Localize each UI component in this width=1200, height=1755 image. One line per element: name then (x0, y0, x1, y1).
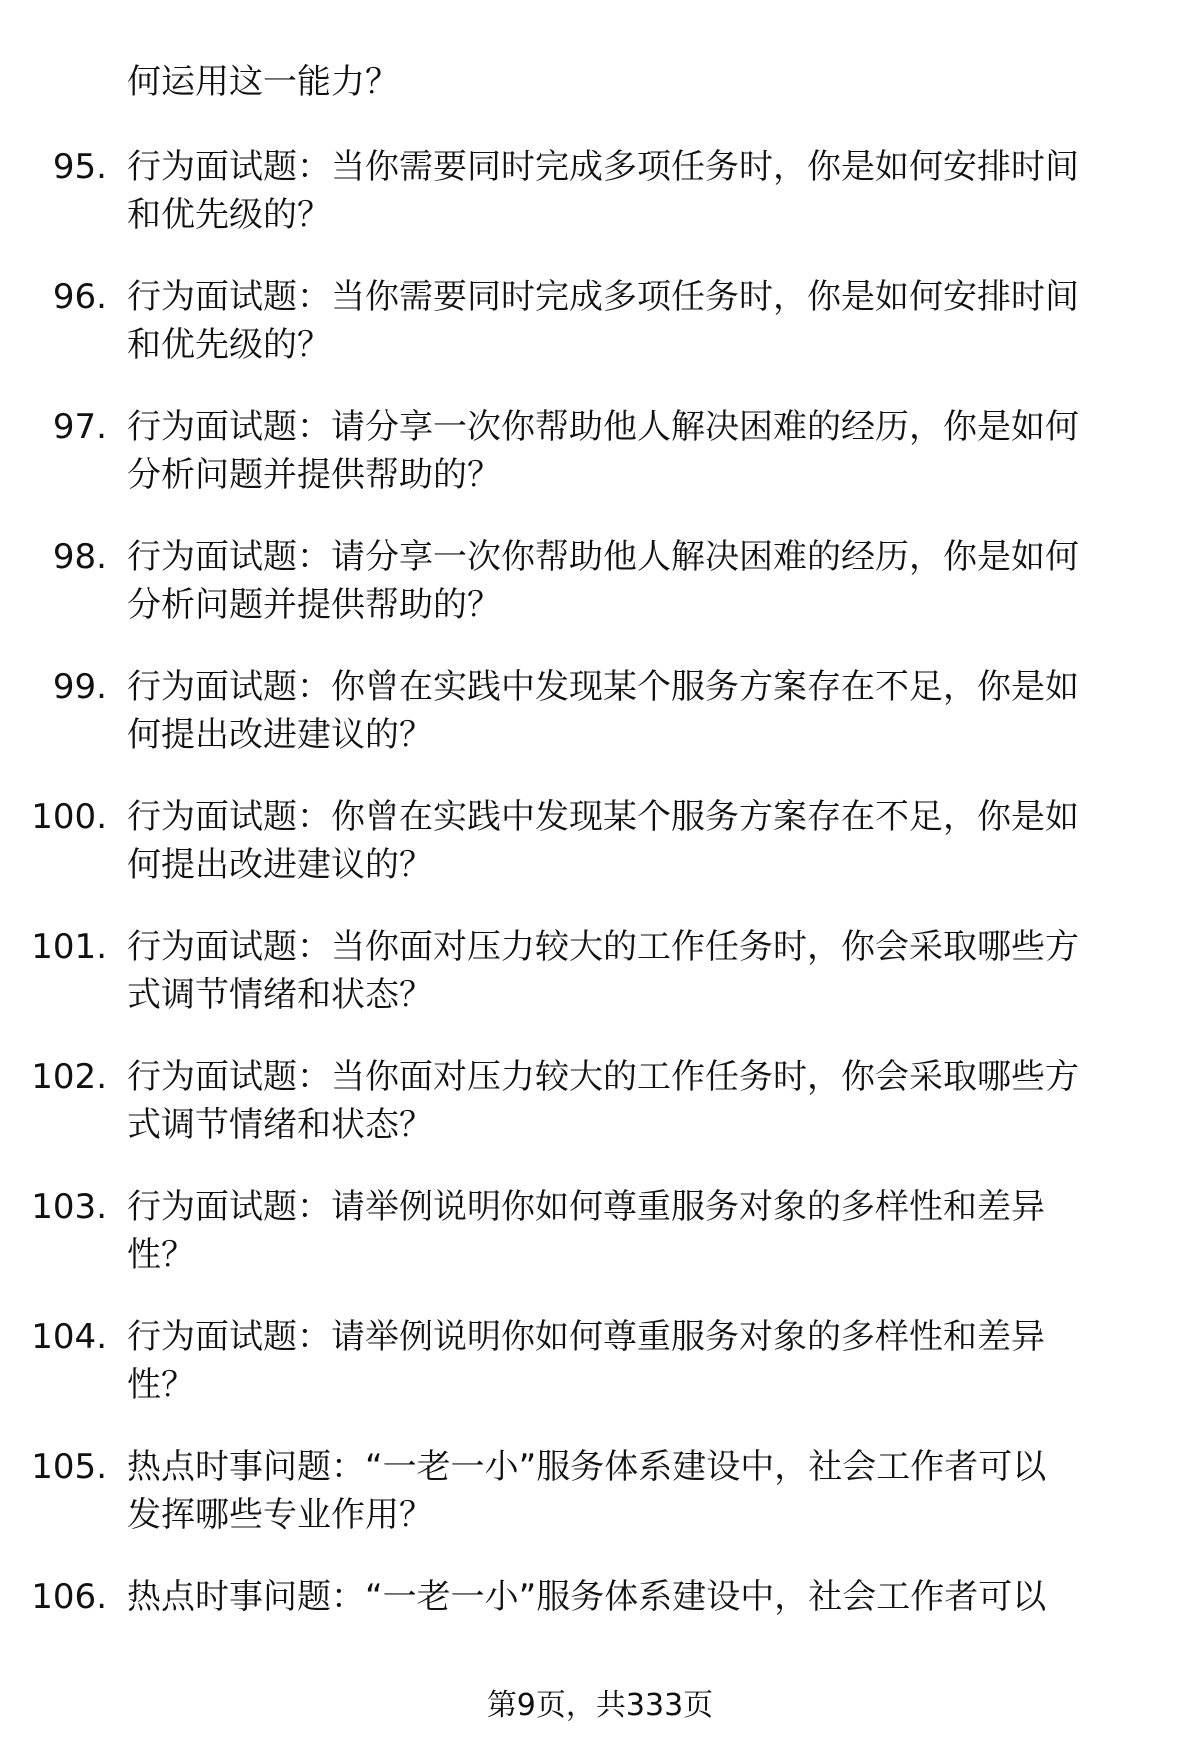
question-list (0, 143, 1200, 1703)
question-text-line: 热点时事问题：“一老一小”服务体系建设中，社会工作者可以 (127, 1447, 1047, 1487)
question-text-line: 式调节情绪和状态？ (127, 1105, 433, 1145)
question-number: 98. (52, 537, 107, 577)
question-item (0, 1443, 1200, 1573)
question-text-line: 行为面试题：请举例说明你如何尊重服务对象的多样性和差异 (127, 1317, 1045, 1357)
question-number: 101. (31, 927, 107, 967)
question-text-line: 性？ (127, 1365, 195, 1405)
question-text-line: 热点时事问题：“一老一小”服务体系建设中，社会工作者可以 (127, 1577, 1047, 1617)
question-item (0, 1053, 1200, 1183)
question-text-line: 何提出改进建议的？ (127, 845, 433, 885)
question-text (127, 793, 1137, 889)
question-text (127, 1313, 1137, 1409)
question-number: 105. (31, 1447, 107, 1487)
question-item (0, 273, 1200, 403)
question-number: 100. (31, 797, 107, 837)
question-text-line: 行为面试题：请分享一次你帮助他人解决困难的经历，你是如何 (127, 407, 1079, 447)
question-text-line: 行为面试题：你曾在实践中发现某个服务方案存在不足，你是如 (127, 797, 1079, 837)
question-number: 97. (52, 407, 107, 447)
question-text-line: 分析问题并提供帮助的？ (127, 585, 501, 625)
question-text-line: 行为面试题：请分享一次你帮助他人解决困难的经历，你是如何 (127, 537, 1079, 577)
question-item (0, 793, 1200, 923)
question-text (127, 403, 1137, 499)
question-text (127, 923, 1137, 1019)
question-number: 99. (52, 667, 107, 707)
question-text-line: 和优先级的？ (127, 195, 331, 235)
question-text-line: 发挥哪些专业作用？ (127, 1495, 433, 1535)
question-item (0, 143, 1200, 273)
question-text (127, 663, 1137, 759)
question-text-line: 行为面试题：当你需要同时完成多项任务时，你是如何安排时间 (127, 277, 1079, 317)
question-text (127, 143, 1137, 239)
question-item (0, 923, 1200, 1053)
question-number: 103. (31, 1187, 107, 1227)
question-text-line: 行为面试题：当你需要同时完成多项任务时，你是如何安排时间 (127, 147, 1079, 187)
question-text-line: 分析问题并提供帮助的？ (127, 455, 501, 495)
question-text-line: 性？ (127, 1235, 195, 1275)
question-text-line: 行为面试题：当你面对压力较大的工作任务时，你会采取哪些方 (127, 1057, 1079, 1097)
question-text-line: 式调节情绪和状态？ (127, 975, 433, 1015)
question-text-line: 行为面试题：当你面对压力较大的工作任务时，你会采取哪些方 (127, 927, 1079, 967)
question-text-line: 行为面试题：你曾在实践中发现某个服务方案存在不足，你是如 (127, 667, 1079, 707)
question-text (127, 1573, 1137, 1621)
question-item (0, 1573, 1200, 1703)
question-text-line: 和优先级的？ (127, 325, 331, 365)
question-item (0, 533, 1200, 663)
question-item (0, 1313, 1200, 1443)
page-footer: 第9页，共333页 (486, 1688, 714, 1723)
question-item (0, 663, 1200, 793)
question-item (0, 1183, 1200, 1313)
question-text (127, 533, 1137, 629)
question-text (127, 1183, 1137, 1279)
question-number: 104. (31, 1317, 107, 1357)
question-text (127, 1443, 1137, 1539)
question-number: 102. (31, 1057, 107, 1097)
question-text (127, 1053, 1137, 1149)
question-item (0, 403, 1200, 533)
continued-question-text: 何运用这一能力？ (127, 62, 399, 102)
question-text-line: 行为面试题：请举例说明你如何尊重服务对象的多样性和差异 (127, 1187, 1045, 1227)
question-number: 96. (52, 277, 107, 317)
question-number: 106. (31, 1577, 107, 1617)
question-number: 95. (52, 147, 107, 187)
question-text-line: 何提出改进建议的？ (127, 715, 433, 755)
question-text (127, 273, 1137, 369)
